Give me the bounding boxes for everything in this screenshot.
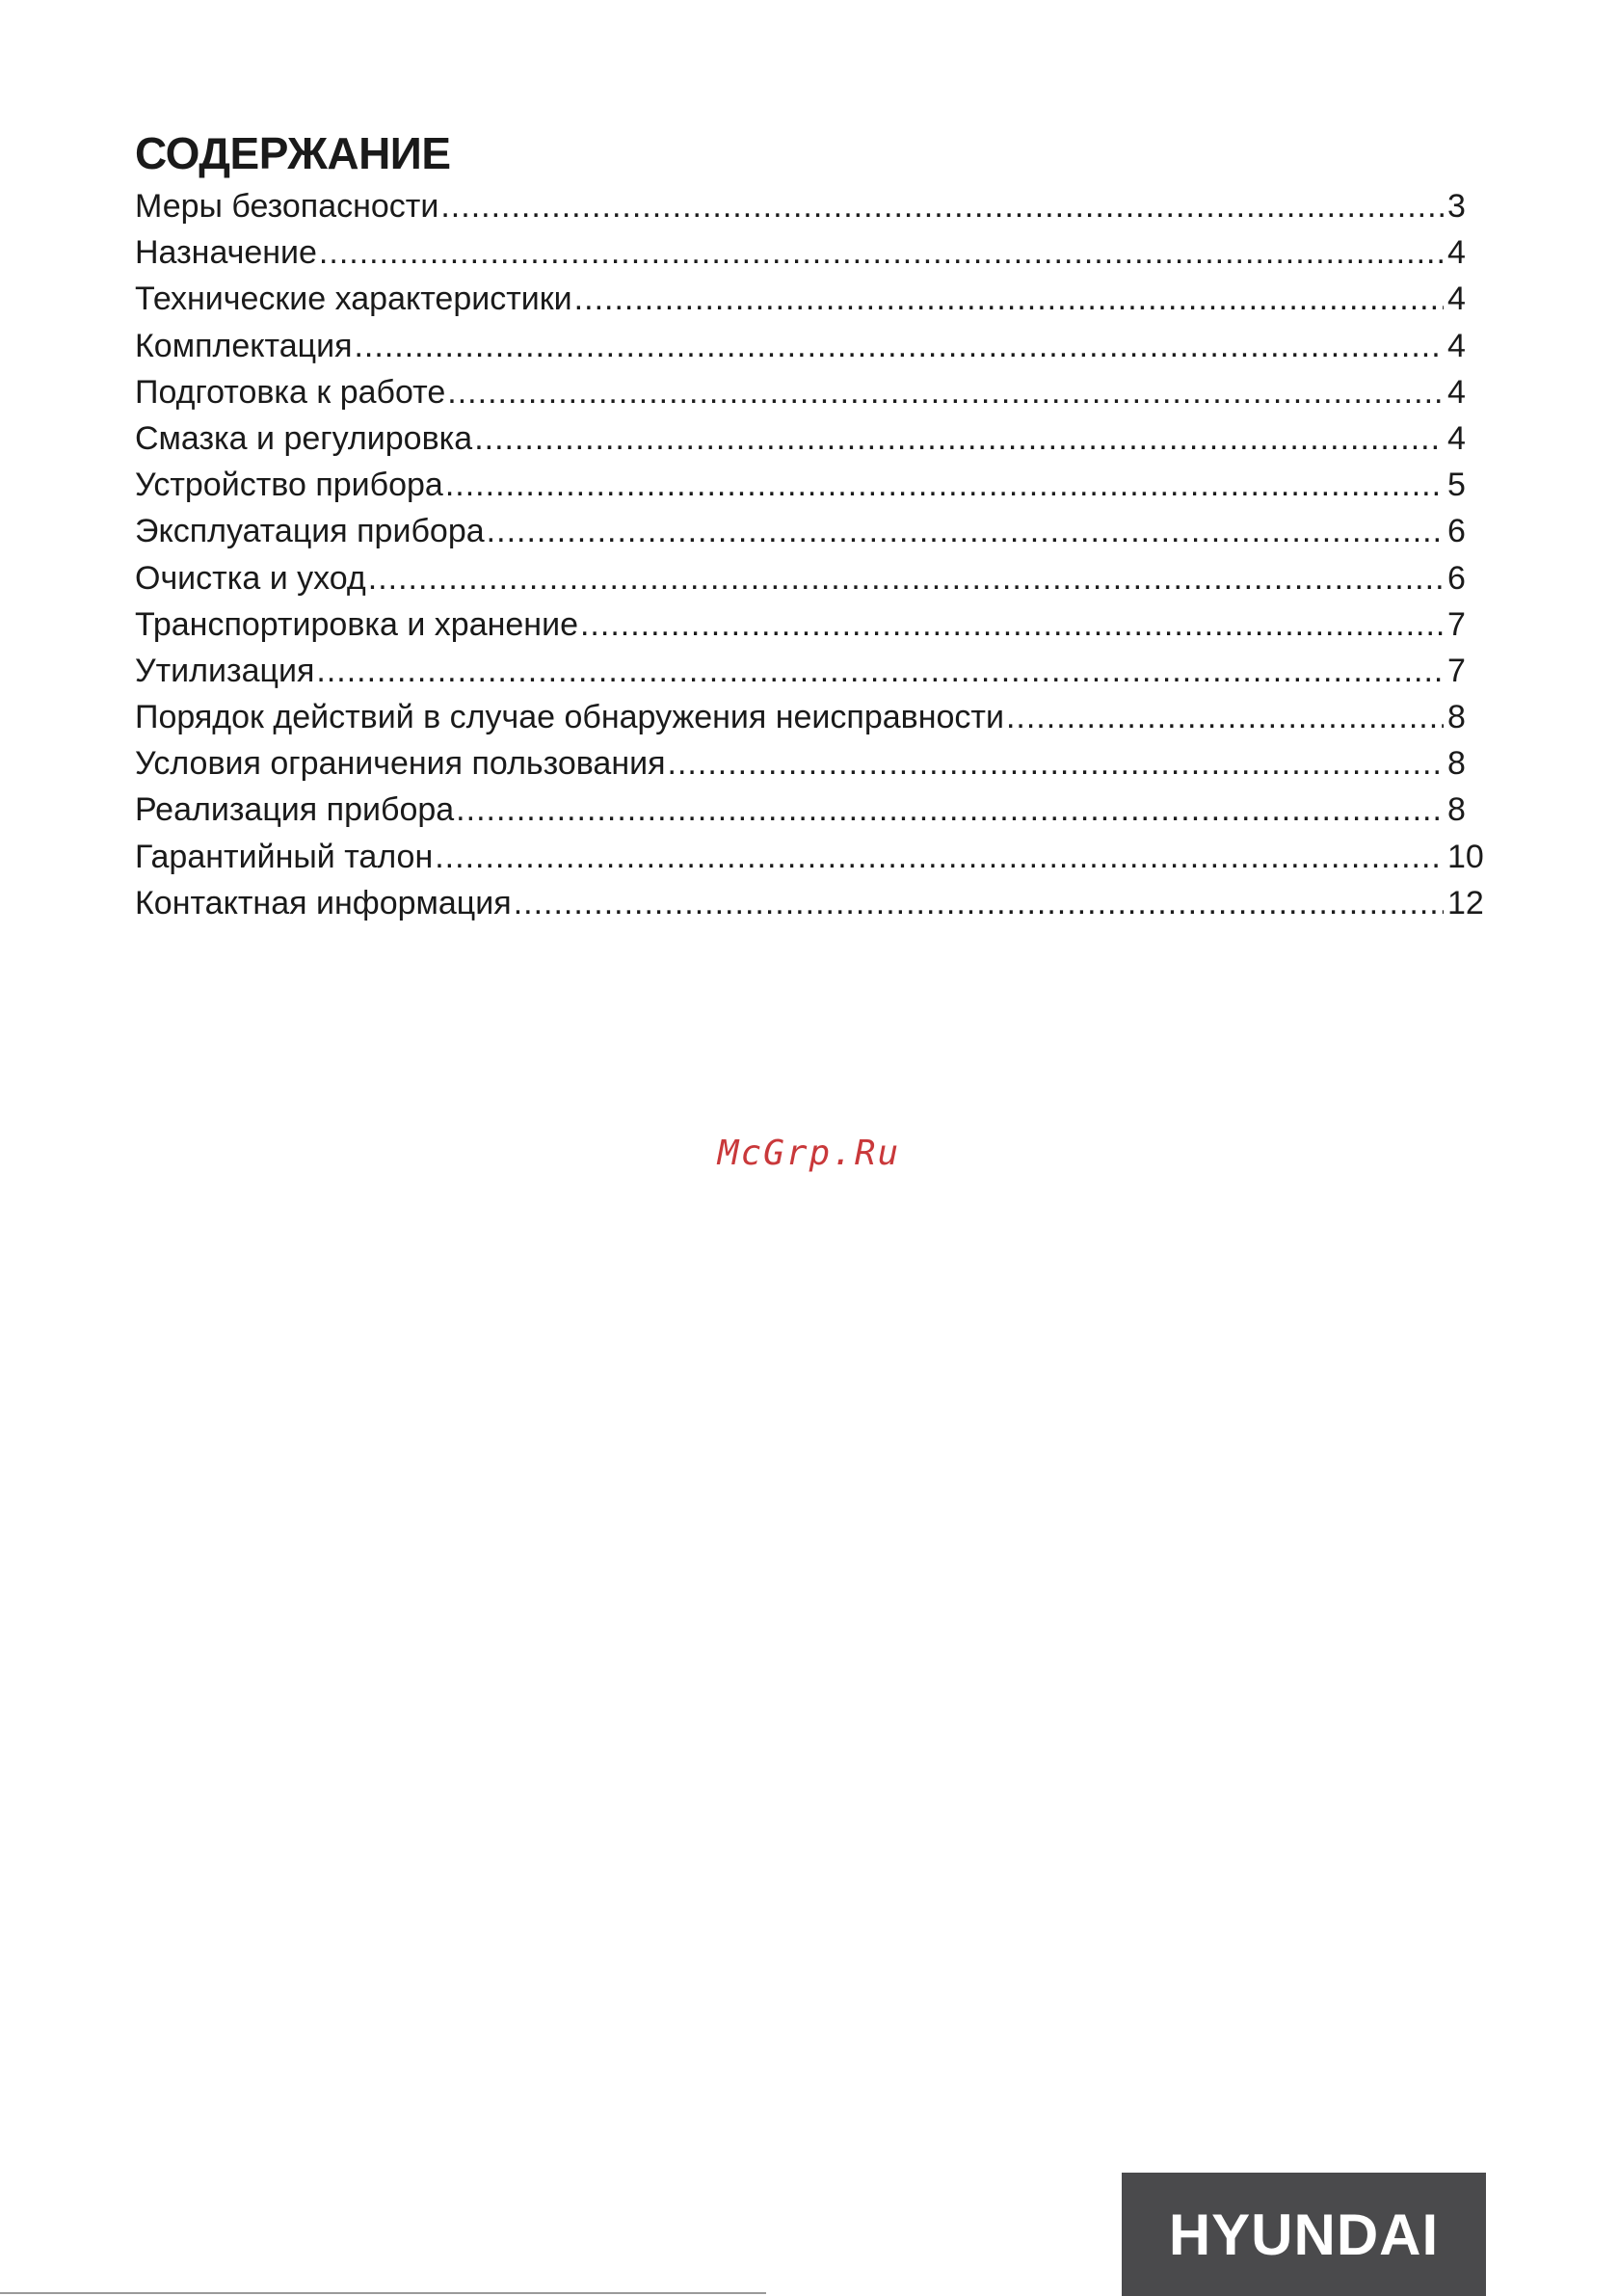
toc-item[interactable] [135,694,1484,740]
toc-item[interactable] [135,183,1484,229]
toc-leader-dots [456,787,1444,833]
toc-leader-dots [316,648,1444,694]
toc-item-page: 10 [1447,838,1484,875]
brand-logo-box [1122,2173,1486,2296]
toc-item[interactable] [135,787,1484,833]
toc-item[interactable] [135,740,1484,787]
toc-item[interactable] [135,462,1484,508]
toc-leader-dots [487,508,1444,554]
toc-item-page: 6 [1447,513,1466,550]
watermark-text: McGrp.Ru [717,1134,901,1173]
toc-item[interactable] [135,369,1484,415]
toc-item-label: Условия ограничения пользования [135,745,666,783]
toc-item-page: 7 [1447,605,1466,643]
hyundai-logo: HYUNDAI [1168,2202,1440,2267]
toc-leader-dots [474,415,1444,462]
toc-leader-dots [668,740,1444,787]
toc-item[interactable] [135,648,1484,694]
toc-item[interactable] [135,834,1484,880]
toc-item-page: 7 [1447,652,1466,689]
page-title: СОДЕРЖАНИЕ [135,128,451,178]
toc-item-label: Гарантийный талон [135,838,434,875]
toc-item[interactable] [135,555,1484,601]
toc-item-label: Смазка и регулировка [135,419,473,457]
toc-item-label: Устройство прибора [135,467,443,504]
toc-item-page: 8 [1447,699,1466,736]
toc-item[interactable] [135,601,1484,648]
toc-leader-dots [580,601,1444,648]
toc-item-label: Порядок действий в случае обнаружения неисправности [135,699,1004,736]
toc-item-page: 4 [1447,327,1466,364]
toc-item-label: Меры безопасности [135,188,439,225]
toc-item-page: 12 [1447,884,1484,921]
toc-item-page: 4 [1447,419,1466,457]
toc-item-page: 4 [1447,280,1466,318]
toc-leader-dots [574,276,1444,322]
toc-item-page: 3 [1447,188,1466,225]
table-of-contents [135,183,1484,926]
toc-item-page: 8 [1447,791,1466,829]
toc-leader-dots [368,555,1444,601]
toc-item-label: Технические характеристики [135,280,572,318]
toc-item-page: 6 [1447,559,1466,597]
toc-item[interactable] [135,415,1484,462]
toc-item-label: Комплектация [135,327,353,364]
toc-item-label: Очистка и уход [135,559,366,597]
toc-item[interactable] [135,508,1484,554]
bottom-divider [0,2292,766,2294]
toc-leader-dots [435,834,1444,880]
toc-item-page: 8 [1447,745,1466,783]
toc-leader-dots [447,369,1444,415]
toc-item-label: Назначение [135,234,317,272]
toc-leader-dots [1006,694,1444,740]
toc-item-page: 4 [1447,373,1466,411]
toc-item-label: Подготовка к работе [135,373,446,411]
toc-item-label: Контактная информация [135,884,512,921]
toc-leader-dots [514,880,1444,926]
toc-item-label: Эксплуатация прибора [135,513,485,550]
toc-leader-dots [319,229,1444,276]
toc-leader-dots [354,323,1444,369]
toc-item[interactable] [135,880,1484,926]
toc-item-label: Реализация прибора [135,791,455,829]
toc-item-page: 4 [1447,234,1466,272]
toc-item-page: 5 [1447,467,1466,504]
toc-item[interactable] [135,276,1484,322]
toc-item[interactable] [135,229,1484,276]
toc-leader-dots [440,183,1444,229]
toc-item-label: Транспортировка и хранение [135,605,578,643]
toc-leader-dots [445,462,1444,508]
toc-item[interactable] [135,323,1484,369]
toc-item-label: Утилизация [135,652,315,689]
